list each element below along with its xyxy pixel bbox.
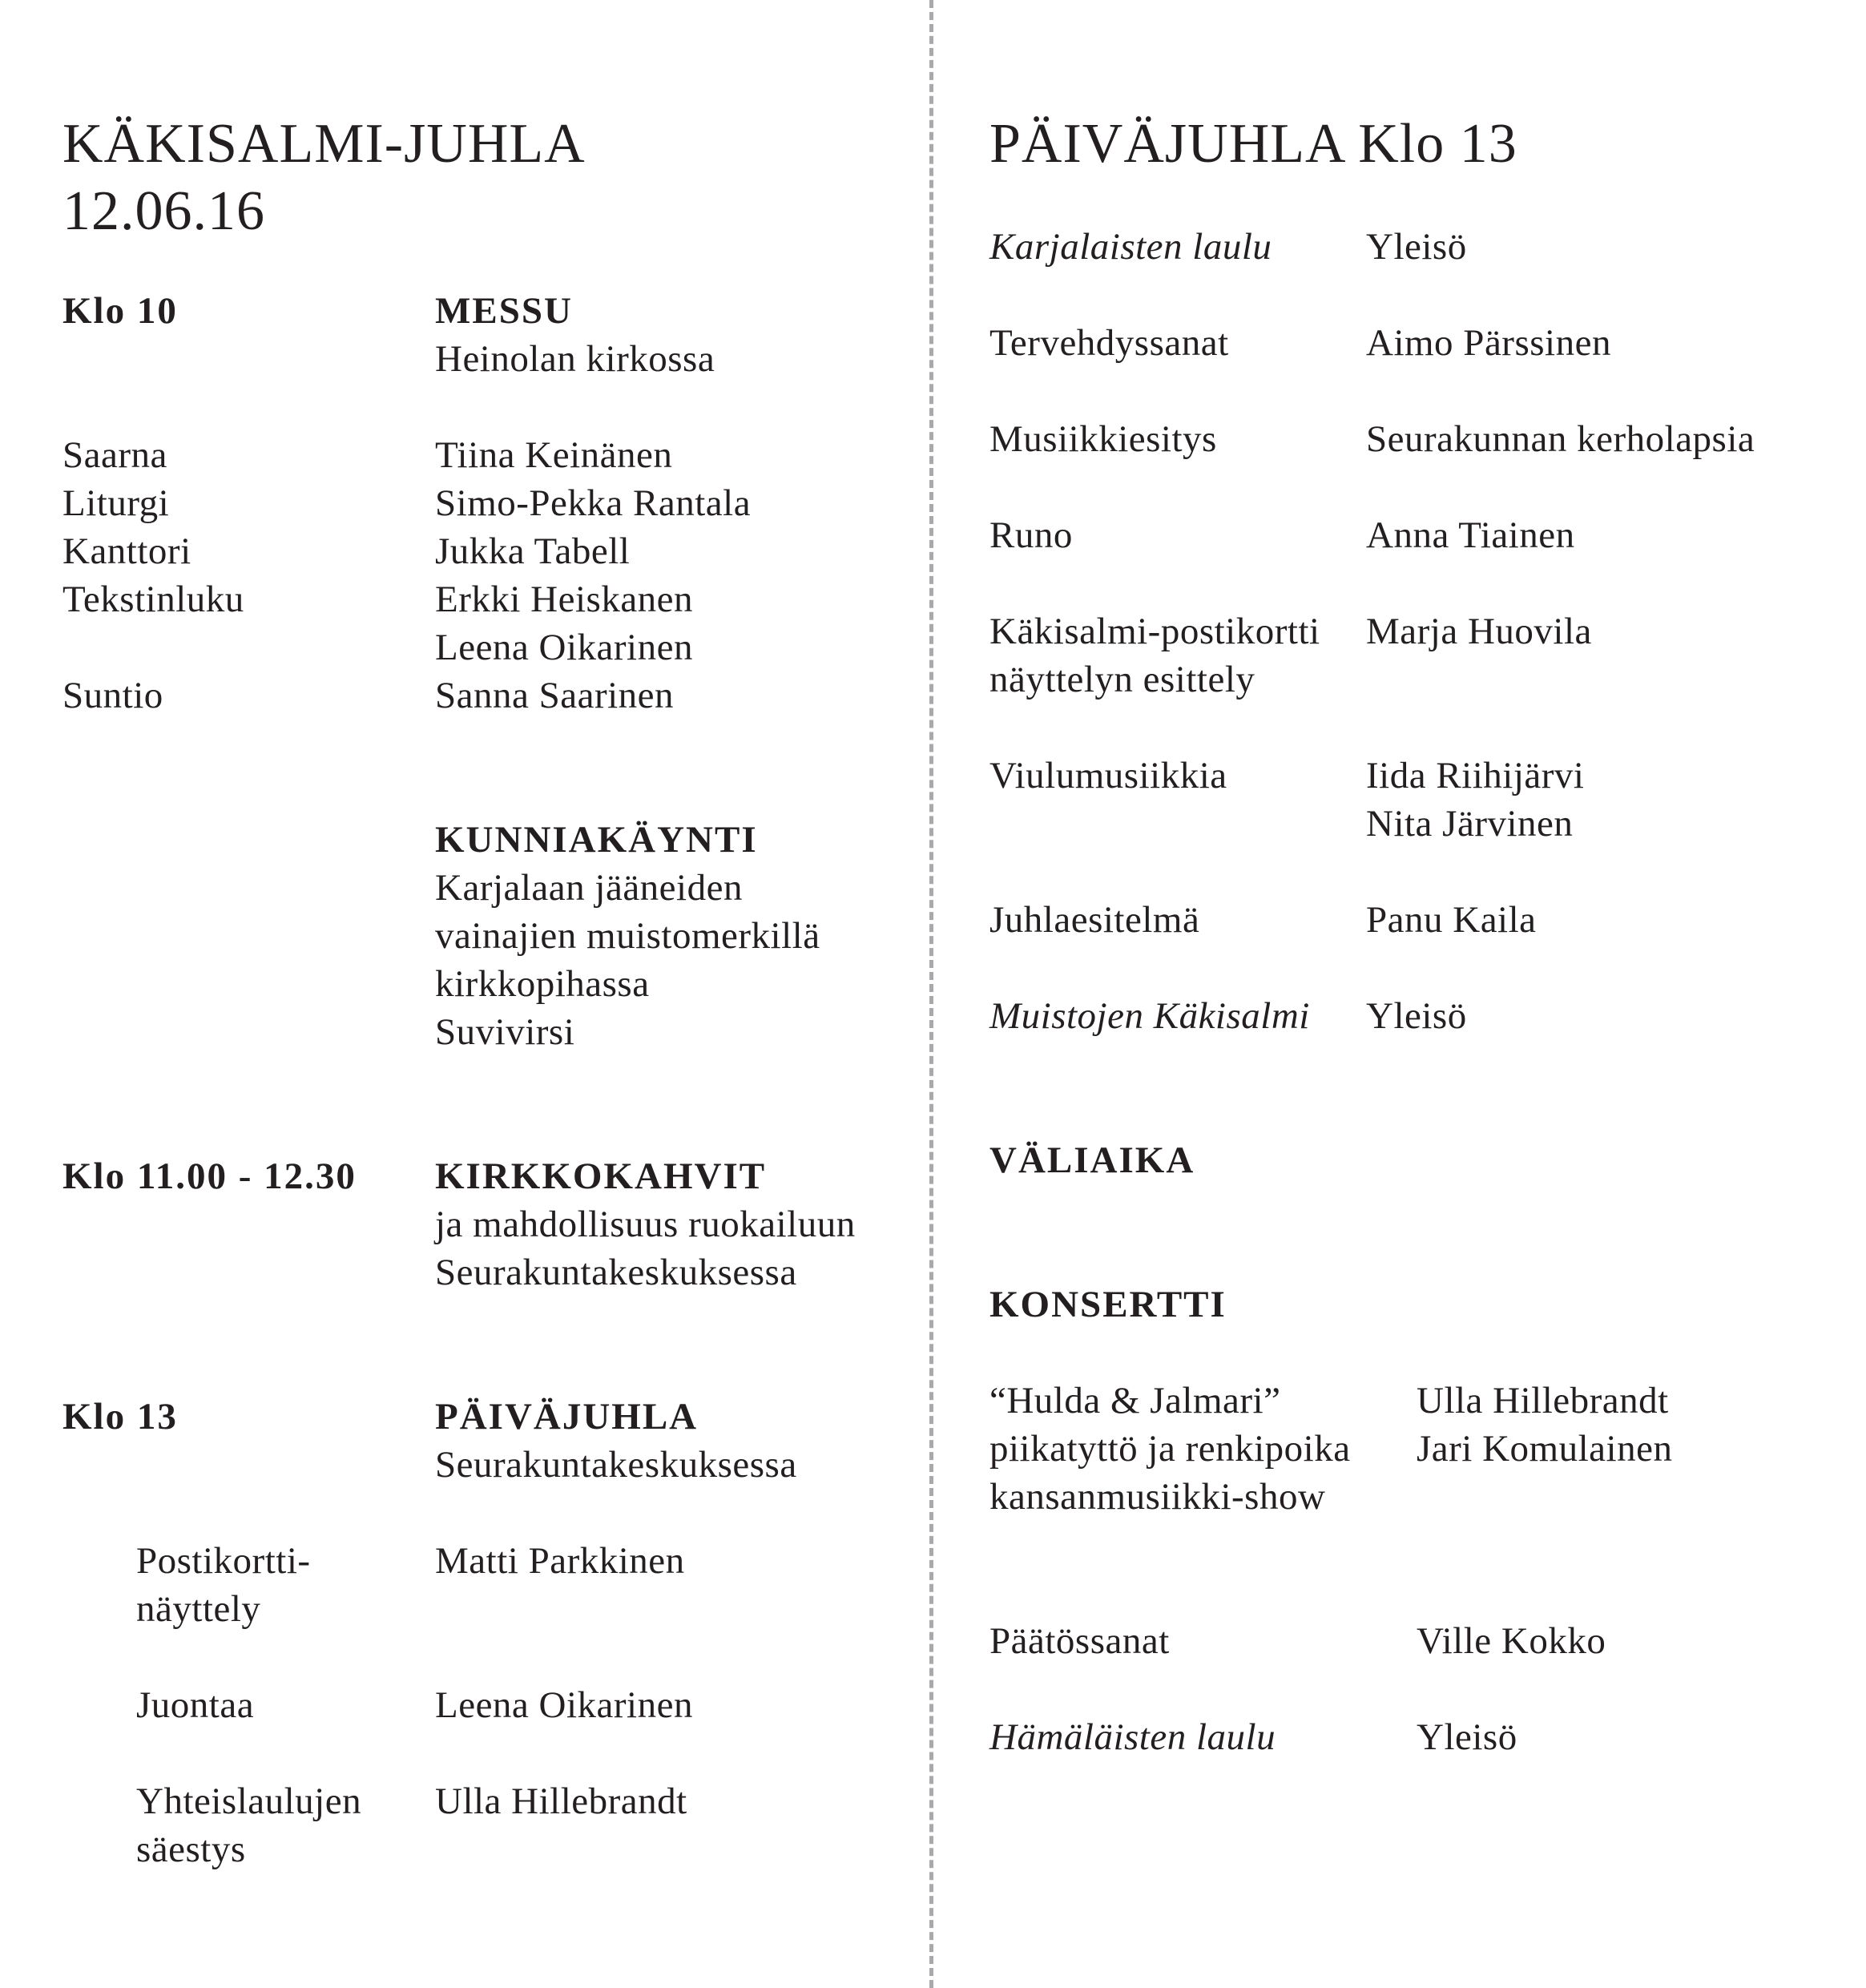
paivajuhla-time: Klo 13 xyxy=(62,1396,178,1438)
program-performer: Yleisö xyxy=(1366,226,1467,268)
person-name: Nita Järvinen xyxy=(1366,803,1574,845)
messu-heading: MESSU xyxy=(435,290,573,332)
title-line-2: 12.06.16 xyxy=(62,180,265,242)
kirkkokahvit-text xyxy=(435,1200,856,1296)
program-performer: Anna Tiainen xyxy=(1366,514,1575,556)
program-performer: Panu Kaila xyxy=(1366,899,1537,941)
paivajuhla-place: Seurakuntakeskuksessa xyxy=(435,1444,797,1486)
program-performer xyxy=(1366,752,1584,848)
role-label: Kanttori xyxy=(62,530,191,572)
role-label: näyttely xyxy=(136,1588,261,1630)
text-line: kansanmusiikki-show xyxy=(989,1476,1326,1518)
person-name: Ulla Hillebrandt xyxy=(435,1780,687,1822)
konsertti-performers xyxy=(1417,1377,1672,1473)
program-item: Runo xyxy=(989,514,1073,556)
text-line: “Hulda & Jalmari” xyxy=(989,1380,1281,1421)
kirkkokahvit-time: Klo 11.00 - 12.30 xyxy=(62,1155,357,1197)
program-performer: Yleisö xyxy=(1366,995,1467,1037)
kunniakaynti-heading: KUNNIAKÄYNTI xyxy=(435,819,758,861)
program-item: Hämäläisten laulu xyxy=(989,1716,1276,1758)
messu-people xyxy=(435,431,751,720)
text-line: Karjalaan jääneiden xyxy=(435,867,743,909)
text-line: Seurakuntakeskuksessa xyxy=(435,1252,797,1293)
paivajuhla-role xyxy=(136,1777,361,1873)
messu-time: Klo 10 xyxy=(62,290,178,332)
role-label: Suntio xyxy=(62,675,163,716)
konsertti-heading: KONSERTTI xyxy=(989,1284,1227,1325)
paivajuhla-heading: PÄIVÄJUHLA xyxy=(435,1396,699,1438)
person-name: Sanna Saarinen xyxy=(435,675,675,716)
person-name: Jari Komulainen xyxy=(1417,1428,1673,1470)
program-performer: Seurakunnan kerholapsia xyxy=(1366,418,1755,460)
konsertti-show xyxy=(989,1377,1351,1521)
text-line: näyttelyn esittely xyxy=(989,659,1255,700)
program-item: Juhlaesitelmä xyxy=(989,899,1200,941)
text-line: kirkkopihassa xyxy=(435,963,650,1005)
program-item xyxy=(989,607,1320,704)
text-line: ja mahdollisuus ruokailuun xyxy=(435,1204,856,1245)
column-divider xyxy=(929,0,933,1988)
main-title xyxy=(62,111,586,245)
role-label: säestys xyxy=(136,1829,246,1870)
role-label: Tekstinluku xyxy=(62,579,244,620)
program-performer: Ville Kokko xyxy=(1417,1620,1606,1662)
person-name: Matti Parkkinen xyxy=(435,1540,685,1582)
person-name: Iida Riihijärvi xyxy=(1366,755,1585,796)
person-name: Simo-Pekka Rantala xyxy=(435,482,752,524)
program-item: Päätössanat xyxy=(989,1620,1170,1662)
program-item: Karjalaisten laulu xyxy=(989,226,1272,268)
paivajuhla-role xyxy=(136,1537,311,1633)
right-title: PÄIVÄJUHLA Klo 13 xyxy=(989,113,1517,175)
text-line: piikatyttö ja renkipoika xyxy=(989,1428,1351,1470)
program-performer: Marja Huovila xyxy=(1366,611,1592,652)
kunniakaynti-text xyxy=(435,864,820,1056)
role-label: Juontaa xyxy=(136,1684,255,1726)
messu-roles xyxy=(62,431,244,720)
messu-place: Heinolan kirkossa xyxy=(435,338,715,380)
program-item: Viulumusiikkia xyxy=(989,755,1227,796)
program-item: Tervehdyssanat xyxy=(989,322,1229,364)
valiaika-heading: VÄLIAIKA xyxy=(989,1139,1195,1181)
person-name: Jukka Tabell xyxy=(435,530,631,572)
text-line: Suvivirsi xyxy=(435,1011,575,1053)
program-item: Muistojen Käkisalmi xyxy=(989,995,1310,1037)
program-item: Musiikkiesitys xyxy=(989,418,1217,460)
program-performer: Yleisö xyxy=(1417,1716,1517,1758)
role-label: Postikortti- xyxy=(136,1540,311,1582)
title-line-1: KÄKISALMI-JUHLA xyxy=(62,113,586,175)
kirkkokahvit-heading: KIRKKOKAHVIT xyxy=(435,1155,767,1197)
role-label: Yhteislaulujen xyxy=(136,1780,362,1822)
person-name: Ulla Hillebrandt xyxy=(1417,1380,1669,1421)
role-label: Liturgi xyxy=(62,482,170,524)
text-line: vainajien muistomerkillä xyxy=(435,915,820,957)
person-name: Tiina Keinänen xyxy=(435,434,673,476)
text-line: Käkisalmi-postikortti xyxy=(989,611,1320,652)
role-label: Saarna xyxy=(62,434,167,476)
person-name: Erkki Heiskanen xyxy=(435,579,694,620)
role-label xyxy=(62,623,244,671)
person-name: Leena Oikarinen xyxy=(435,1684,693,1726)
person-name: Leena Oikarinen xyxy=(435,627,693,668)
program-performer: Aimo Pärssinen xyxy=(1366,322,1611,364)
